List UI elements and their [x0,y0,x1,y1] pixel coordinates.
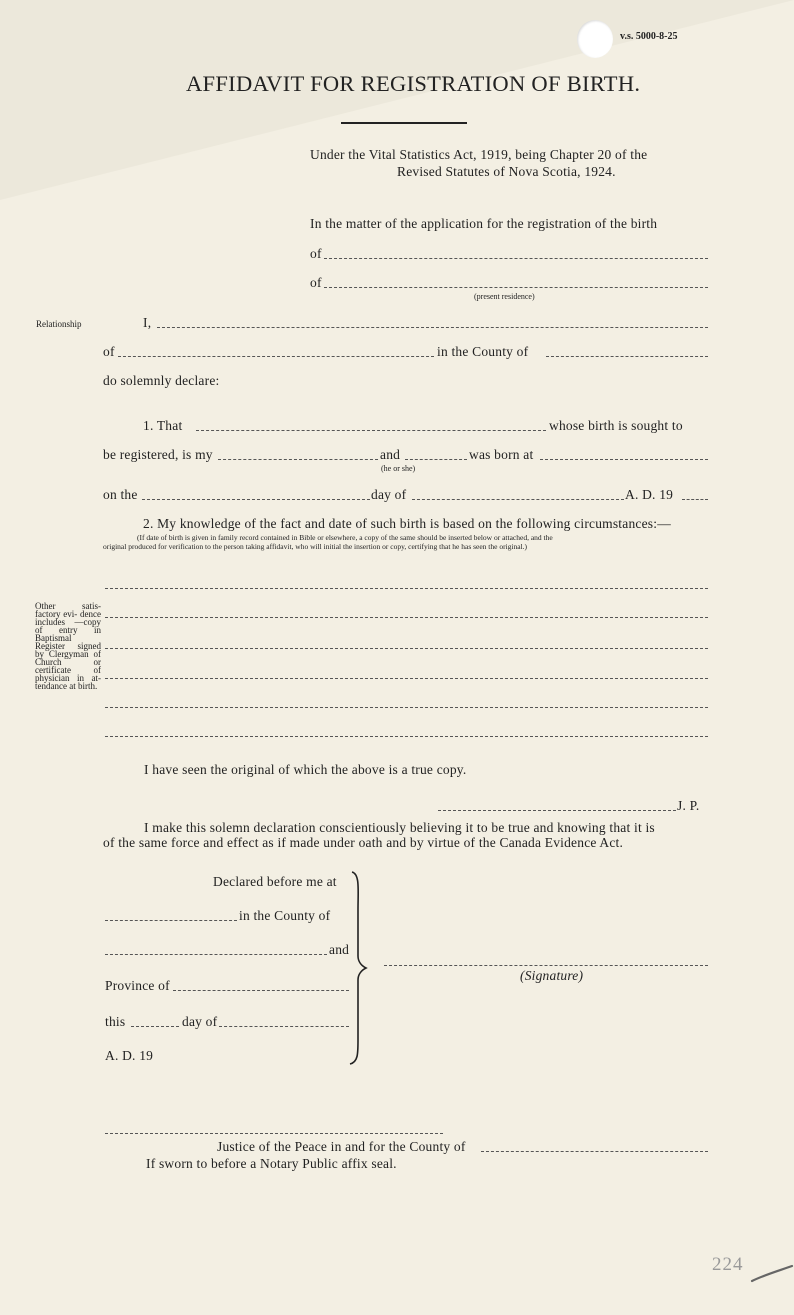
day-of-label: day of [371,487,407,502]
present-residence-line[interactable] [324,287,708,288]
in-county-of-label: in the County of [437,344,529,359]
justice-signature-line[interactable] [105,1133,443,1134]
be-registered-label: be registered, is my [103,447,213,462]
jurat-ad19-label: A. D. 19 [105,1048,154,1063]
declaration-line-2: of the same force and effect as if made under oath and by virtue of the Canada Evidence Act. [103,835,624,850]
birthplace-line[interactable] [540,459,708,460]
declarant-signature-line[interactable] [384,965,708,966]
declarant-county-line[interactable] [546,356,708,357]
this-label: this [105,1014,126,1029]
justice-county-line[interactable] [481,1151,708,1152]
justice-line-text: Justice of the Peace in and for the County of [217,1139,466,1154]
of-label-3: of [103,344,115,359]
declarant-name-line[interactable] [157,327,708,328]
item2-note-1: (If date of birth is given in family record contained in Bible or elsewhere, a copy of the same should be inserted below or attached, and the [137,533,553,542]
title-rule [341,122,467,124]
of-label-1: of [310,246,322,261]
declared-before-label: Declared before me at [213,874,337,889]
act-line-1: Under the Vital Statistics Act, 1919, being Chapter 20 of the [310,147,648,162]
evidence-line-4[interactable] [105,678,708,679]
item1-whose: whose birth is sought to [549,418,683,433]
evidence-line-2[interactable] [105,617,708,618]
brace-icon [342,870,372,1065]
and-word: and [329,942,350,957]
declaration-line-1: I make this solemn declaration conscientiously believing it to be true and knowing that it is [144,820,655,835]
province-of-label: Province of [105,978,170,993]
declared-place-line[interactable] [105,920,237,921]
page-title: AFFIDAVIT FOR REGISTRATION OF BIRTH. [186,71,641,96]
jurat-month-line[interactable] [219,1026,349,1027]
jp-label: J. P. [677,798,700,813]
birth-day-line[interactable] [142,499,370,500]
jurat-day-line[interactable] [131,1026,179,1027]
item1-name-line[interactable] [196,430,546,431]
form-code: v.s. 5000-8-25 [620,31,678,42]
birth-month-line[interactable] [412,499,624,500]
birth-year-line[interactable] [682,499,708,500]
in-the-county-of-label: in the County of [239,908,331,923]
punch-hole [577,20,613,58]
pencil-mark-icon [750,1263,794,1285]
matter-line: In the matter of the application for the registration of the birth [310,216,658,231]
relationship-label: Relationship [36,319,82,329]
side-note: Other satis- factory evi- dence includes —copy of entry in Baptismal Register signed by Clergyman of Church or certificate of physician in at- tendance at birth. [35,601,101,691]
relation-line[interactable] [218,459,378,460]
signature-caption: (Signature) [520,968,584,983]
declare-label: do solemnly declare: [103,373,220,388]
jp-signature-line[interactable] [438,810,676,811]
was-born-at-label: was born at [469,447,534,462]
page-number: 224 [712,1254,744,1275]
notary-text: If sworn to before a Notary Public affix seal. [146,1156,397,1171]
ad19-label: A. D. 19 [625,487,674,502]
evidence-line-6[interactable] [105,736,708,737]
he-or-she-caption: (he or she) [381,464,416,473]
seen-original-text: I have seen the original of which the above is a true copy. [144,762,467,777]
jurat-day-of-label: day of [182,1014,218,1029]
item2-text: 2. My knowledge of the fact and date of such birth is based on the following circumstances:— [143,516,671,531]
declarant-residence-line[interactable] [118,356,434,357]
item1-that: 1. That [143,418,183,433]
i-label: I, [143,315,152,330]
of-label-2: of [310,275,322,290]
item2-note-2: original produced for verification to the person taking affidavit, who will initial the insertion or copy, certifying that he has seen the original.) [103,542,528,551]
evidence-line-5[interactable] [105,707,708,708]
declared-county-line[interactable] [105,954,327,955]
evidence-line-3[interactable] [105,648,708,649]
child-name-line[interactable] [324,258,708,259]
province-line[interactable] [173,990,349,991]
on-the-label: on the [103,487,138,502]
evidence-line-1[interactable] [105,588,708,589]
and-label: and [380,447,401,462]
present-residence-caption: (present residence) [474,292,535,301]
he-or-she-line[interactable] [405,459,467,460]
act-line-2: Revised Statutes of Nova Scotia, 1924. [397,164,616,179]
